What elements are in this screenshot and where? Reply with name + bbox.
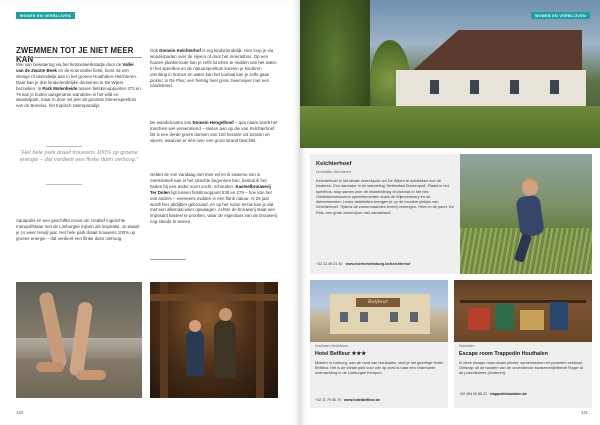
kelchterhof-title: Kelchterhoef <box>316 161 352 167</box>
kelchterhof-paragraph: Ook Domein Kelchterhof is erg kindvriendelijk. Hier loop je via wonderpaden over de vijvers of door het moerasbos. Op een houten plankieroute kan je zelfs lunchen te midden van het water. In het speelbos en de natuurspeeltuin kunnen je kinderen urenlang in bomen en water kan het koelaal kan je zelfs gaan picknic in De Plas: een helstig heel grote zwemvijver met een zandstrand. <box>150 48 278 89</box>
running-child-photo <box>460 154 592 274</box>
kelchterhof-location: Houthalen-Helchteren <box>316 170 351 174</box>
escape-room-title: Escape room Trappedin Houthalen <box>459 351 548 357</box>
prop-box <box>496 304 514 330</box>
quote-rule-top <box>46 146 82 147</box>
escape-room-photo <box>454 280 592 342</box>
kelchterhof-website[interactable]: www.toerismelimburg.be/kelchterhof <box>345 262 411 266</box>
feet-in-water-photo <box>16 282 142 398</box>
kelchterhof-phone: +32 11 49 21 40 <box>316 262 343 266</box>
section-tag: WONEN EN VERBLIJVEN <box>531 12 590 19</box>
hotel-card <box>310 280 448 408</box>
second-paragraph: Aquapolis en een geschiftte ervan om creatief ingerichte manipolfstaan met de Limburgse mijnen als inspiratie. Je waant je zo weer terwijl jaar. Het hele park draait trouwens 100% op groene energie – dat verdient een flinke duim omhoog. <box>16 218 140 241</box>
prop-box <box>550 302 568 330</box>
window-shape <box>550 80 559 94</box>
escape-room-location: Houthalen <box>459 344 475 348</box>
roof-shape <box>392 30 582 72</box>
escape-room-description: In deze escape room staan plezier, samenwerken en puzzelen centraal. Ontsnap uit de handen van de onverdiende kwaseewrijiefbevel Roger al de puzzelkamer (kinderen). <box>459 360 583 376</box>
escape-room-contact: +32 494 00 65 22 · trappedinhoutalen.be <box>459 392 527 396</box>
child-head <box>219 308 232 321</box>
hotel-sign: Belfleur <box>356 298 400 307</box>
foot-shape <box>36 362 64 372</box>
window-shape <box>340 312 348 322</box>
column-end-rule <box>150 259 186 260</box>
escape-room-phone: +32 494 00 65 22 <box>459 392 488 396</box>
page-number: 140 <box>16 410 23 415</box>
wood-beam <box>150 294 278 301</box>
hotel-website[interactable]: www.hotelbelfleur.be <box>344 398 380 402</box>
right-page <box>300 0 600 425</box>
window-shape <box>360 312 368 322</box>
section-tag: WONEN EN VERBLIJVEN <box>16 12 75 19</box>
window-shape <box>430 80 439 94</box>
child-figure <box>214 320 236 378</box>
mine-playground-photo <box>150 282 278 398</box>
brewery-paragraph: Geldet de zon vandaag niet mee wil en ik sowieso niet in zwemkimek aan in het strachte begonnen ben, bestuit ik het heden bij een ander soort vocht: schouden. Kasteelbrouwerij Ter Dolen ligt tussen fietsknooppunt 539 en 279 – hoe kan het ook anders – eveneens midden in een flunk natuur. Al 25 jaar wordt hier abdijbier gebrouwd, en op het ruime terras kan je dat met een allemaal weer opwaagen. Achter de brouwerij staat een imposant kasteel te pronken, waar de eigenaars van de brouwerij nog steeds in wonen. <box>150 172 277 225</box>
article-headline: ZWEMMEN TOT JE NIET MEER KAN <box>16 46 134 64</box>
intro-paragraph: Wie van bewatering via het fietsnetwerkstadje door de Vallei van de Zwarte Beek en de Koersvallei fietst, komt na een stevige rit uiteindelijk aan in het groene Houthalen-Helchteren. Daar kan je drie kindvriendelijke domeinen in De Wijers bezoeken. In Park Molenheide tussen fietsknooppunten 272 en 76 kan je buiten aangename wandelen in het wild en wandelpark, maar in door vel jeer de grootste binnenspeeltuin van de Benelux, het tropisch zwemparadijs <box>16 62 141 109</box>
hotel-phone: +32 11 79 06 70 <box>315 398 341 402</box>
page-number: 141 <box>581 410 588 415</box>
window-shape <box>510 80 519 94</box>
window-shape <box>470 80 479 94</box>
foot-shape <box>76 370 106 380</box>
hengelhoef-paragraph: De wandelroutes van Domein Hengelhoef – qua naam wordt het mischien wel vereenmend – sluiten aan op die van Kelchterhoef. Dit is een derde groen domein van 120 hectare vol bossen en vijvers, waarvan er één over een groot strand beschikt. <box>150 120 278 143</box>
pull-quote: "Het hele park draait trouwens 100% op groene energie – dat verdient een flinke duim omhoog." <box>19 150 139 164</box>
child-body <box>515 195 544 238</box>
prop-box <box>468 308 490 330</box>
hotel-contact: +32 11 79 06 70 · www.hotelbelfleur.be <box>315 398 380 402</box>
child-head <box>522 180 538 196</box>
escape-room-card <box>454 280 592 408</box>
hotel-description: Midden in Limburg, aan de rand van Houthalen, vind je het gezellige Hotel Belfleur. Het is de ideale plek voor wie op zoek is naar een charmante overnachting in de Limburgse Kempen. <box>315 360 443 376</box>
kelchterhof-contact: +32 11 49 21 40 · www.toerismelimburg.be/kelchterhof <box>316 262 411 266</box>
farmhouse-photo <box>300 0 600 148</box>
lawn-shape <box>300 106 600 148</box>
kelchterhof-description: Kelchterhoef is het ideale vertrekpunt om De Wijers te ontdekken met de kinderen. Een aanrader in de wandeling 'Hetbeekse Bomenpad'. Raast in het speelbos, stop samen over de leukebelbrug of picknick in het nes Ontdekkersmuseum speelelementen zoals de Wijerzimmery en de dierenmeester. Leuke aktiviteiten brengen je op de mooiste plekjes van Kelchterhoef. Tijdens de zomermaanden breiel) verlengen. Heen in de parel. De Plas, een grote zwemvijver met zandstrand. <box>316 178 454 215</box>
headline-divider <box>16 57 142 58</box>
hotel-photo <box>310 280 448 342</box>
window-shape <box>410 312 418 322</box>
child-figure <box>186 330 204 376</box>
hotel-title: Hotel Belfleur ★★★ <box>315 351 367 357</box>
child-head <box>189 320 201 332</box>
hotel-location: Houthalen-Helchteren <box>315 344 348 348</box>
window-shape <box>390 312 398 322</box>
quote-rule-bottom <box>46 184 82 185</box>
prop-box <box>520 310 544 330</box>
escape-room-website[interactable]: trappedinhoutalen.be <box>490 392 527 396</box>
